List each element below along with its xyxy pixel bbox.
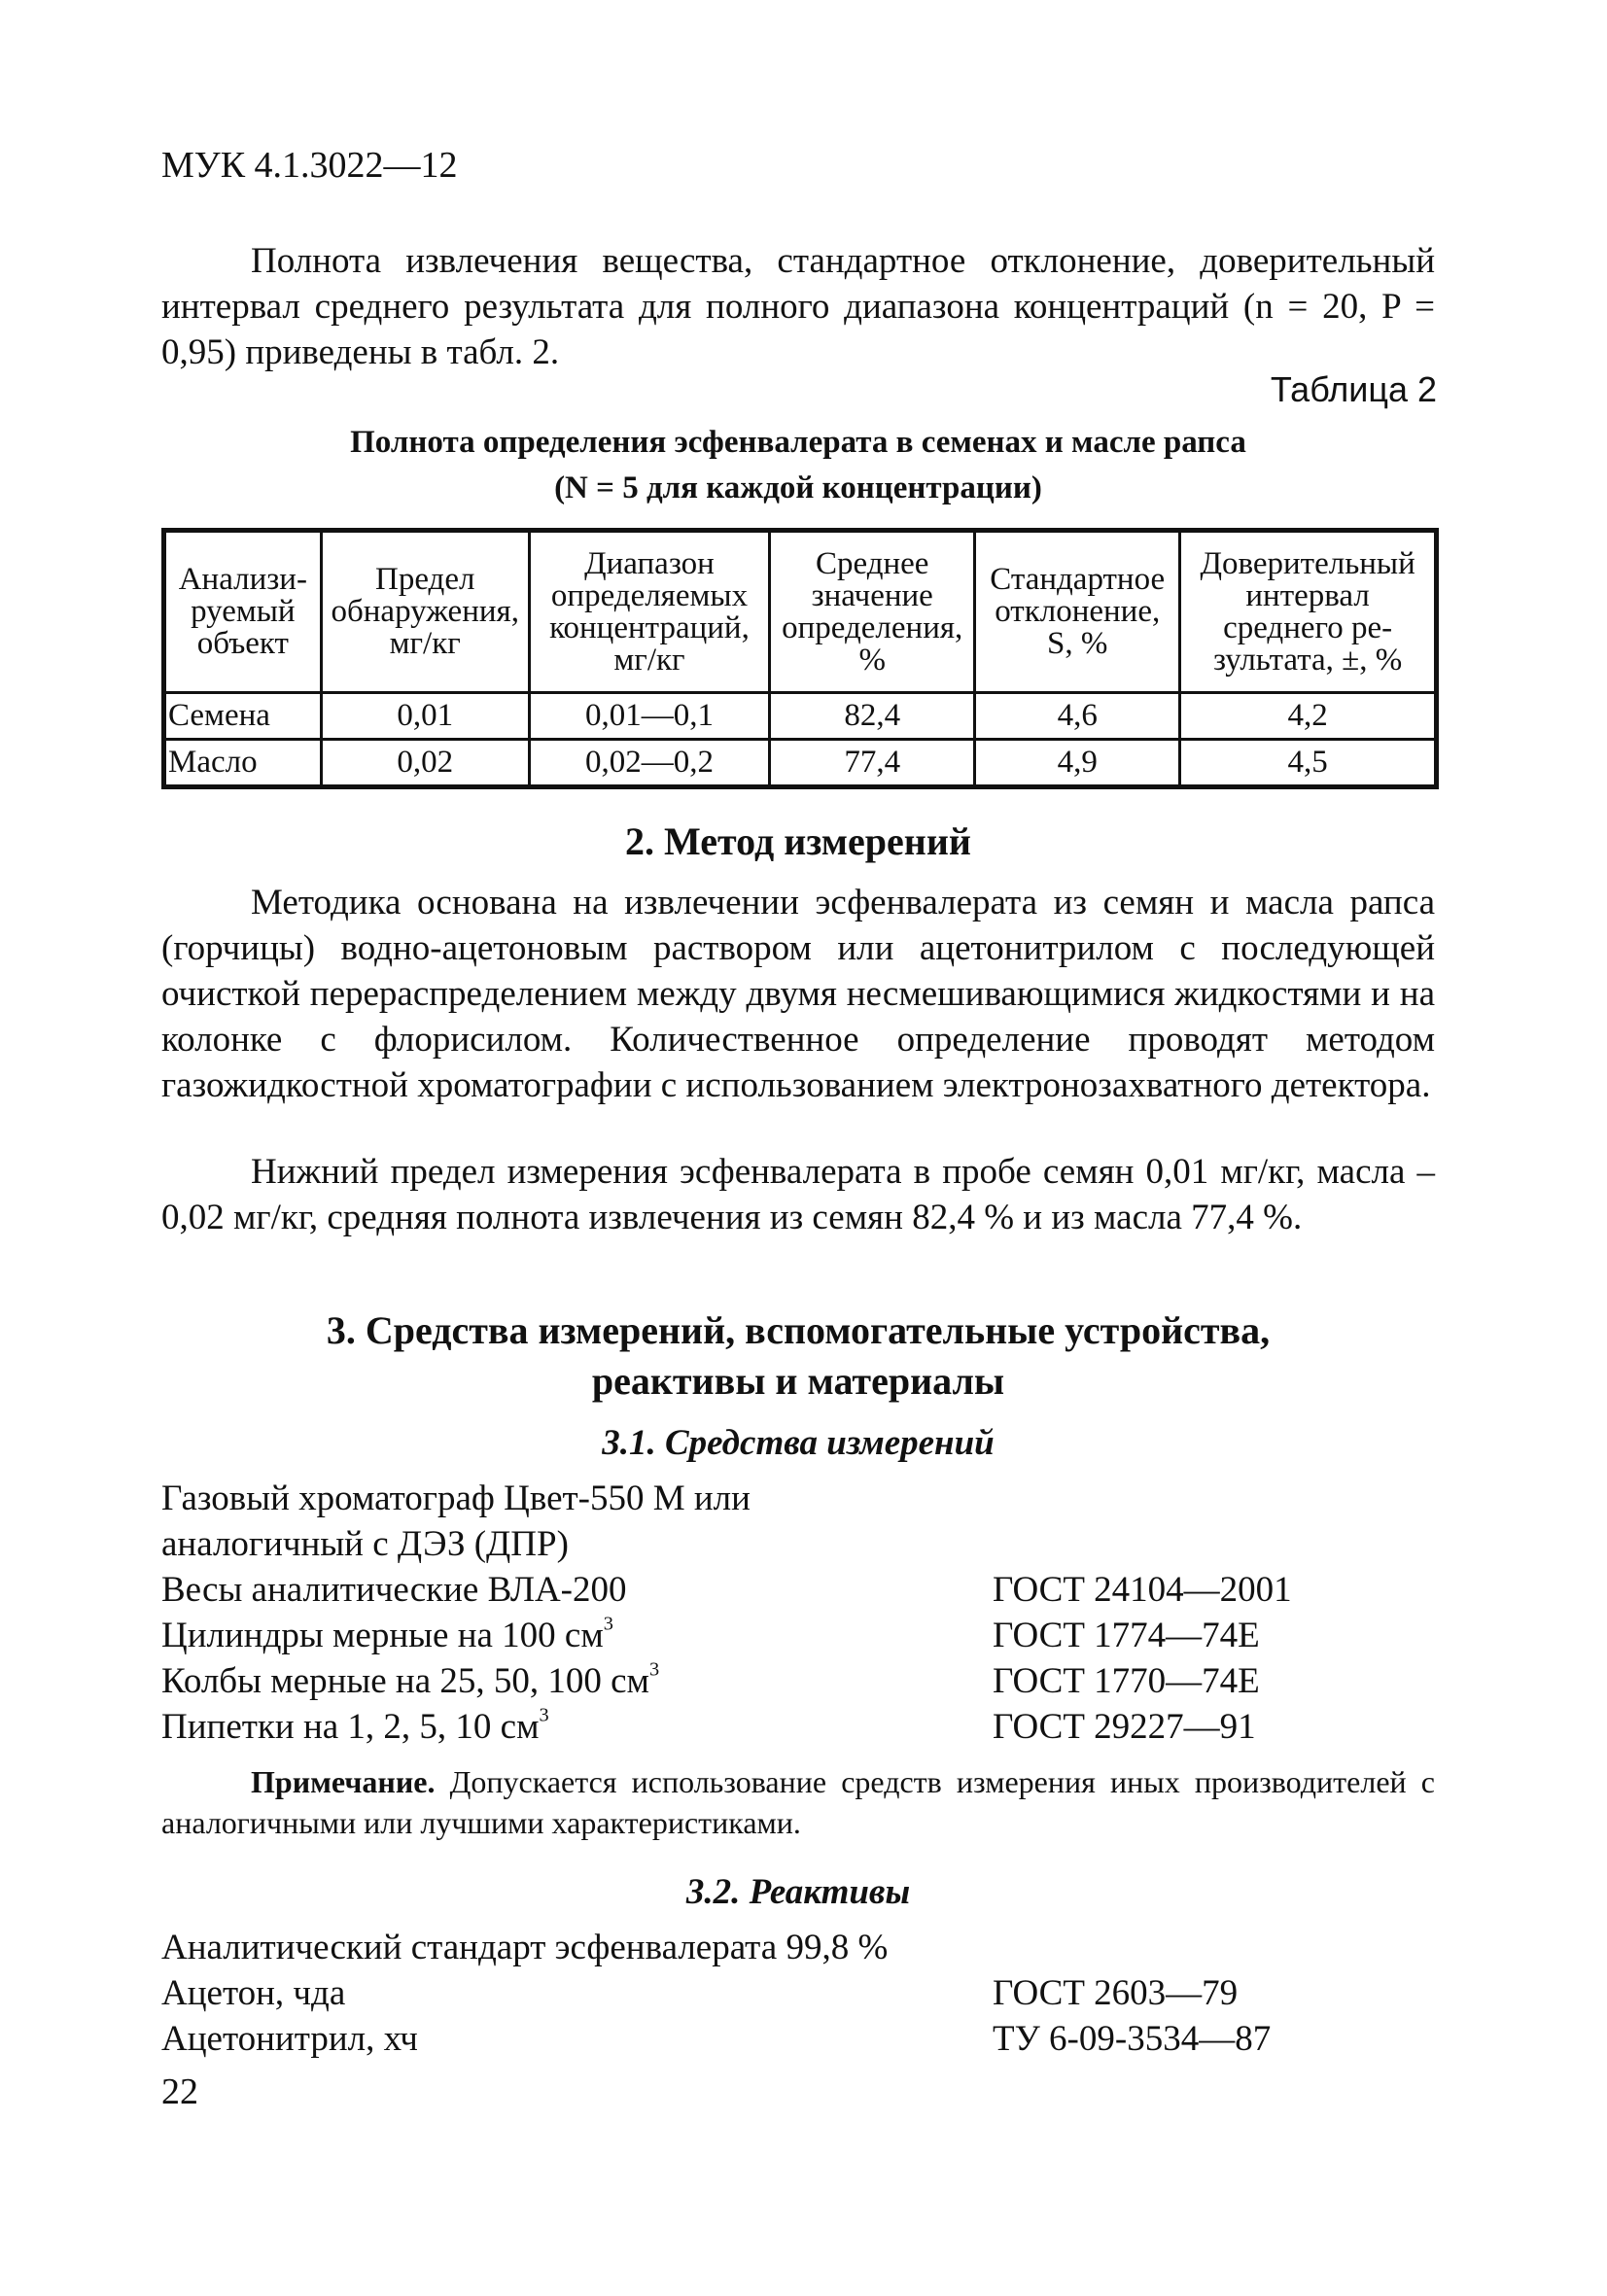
item-name: Весы аналитические ВЛА-200 — [161, 1570, 627, 1610]
intro-paragraph: Полнота извлечения вещества, стандартное отклонение, доверительный интервал среднего результата для полного диапазона концентраций (n = 20, P = 0,95) приведены в табл. 2. — [161, 241, 1435, 372]
subsection-3-1-heading: 3.1. Средства измерений — [602, 1423, 995, 1463]
table-cell: 4,9 — [975, 740, 1180, 787]
column-header: Диапазон определяемых концентраций, мг/кг — [529, 531, 769, 693]
recovery-table — [161, 528, 1439, 789]
table-row — [164, 693, 1437, 740]
item-name: Ацетон, чда — [161, 1973, 346, 2013]
table-title-line-2: (N = 5 для каждой концентрации) — [554, 470, 1042, 505]
list-item — [161, 1523, 1435, 1569]
document-code: МУК 4.1.3022—12 — [161, 145, 458, 186]
list-item — [161, 1660, 1435, 1706]
column-header: Доверительный интервал среднего результата, ±, % — [1180, 531, 1437, 693]
section-3-heading — [161, 1305, 1435, 1407]
list-item — [161, 1706, 1435, 1752]
superscript: 3 — [648, 1658, 660, 1681]
column-header: Среднее значение определения, % — [770, 531, 975, 693]
item-name: аналогичный с ДЭЗ (ДПР) — [161, 1524, 569, 1564]
item-name: Колбы мерные на 25, 50, 100 см — [161, 1661, 649, 1701]
item-standard: ГОСТ 24104—2001 — [993, 1570, 1292, 1610]
section-2-paragraph-2: Нижний предел измерения эсфенвалерата в пробе семян 0,01 мг/кг, масла – 0,02 мг/кг, средняя полнота извлечения из семян 82,4 % и из масла 77,4 %. — [161, 1152, 1435, 1237]
item-name: Цилиндры мерные на 100 см — [161, 1616, 604, 1655]
table-title-line-1: Полнота определения эсфенвалерата в семенах и масле рапса — [350, 425, 1246, 460]
table-cell: 0,02 — [321, 740, 529, 787]
page-number: 22 — [161, 2071, 198, 2112]
list-item — [161, 1615, 1435, 1660]
table-cell: 4,5 — [1180, 740, 1437, 787]
item-name: Ацетонитрил, хч — [161, 2019, 418, 2059]
list-item — [161, 1927, 1435, 1972]
table-cell: 77,4 — [770, 740, 975, 787]
column-header: Анализируемый объект — [164, 531, 322, 693]
item-name: Аналитический стандарт эсфенвалерата 99,8 % — [161, 1928, 889, 1967]
item-standard: ГОСТ 1774—74Е — [993, 1616, 1260, 1655]
column-header: Стандартное отклонение, S, % — [975, 531, 1180, 693]
item-name: Газовый хроматограф Цвет-550 М или — [161, 1478, 751, 1518]
item-name-wrap — [161, 1660, 659, 1702]
section-3-heading-line-2: реактивы и материалы — [591, 1359, 1005, 1403]
item-name: Пипетки на 1, 2, 5, 10 см — [161, 1707, 540, 1747]
list-item — [161, 1972, 1435, 2018]
subsection-3-2-heading: 3.2. Реактивы — [685, 1872, 911, 1912]
table-title — [161, 420, 1435, 511]
table-cell: 0,01—0,1 — [529, 693, 769, 740]
table-label: Таблица 2 — [1270, 369, 1437, 409]
item-name-wrap — [161, 1615, 613, 1656]
instruments-list — [161, 1478, 1435, 1752]
table-cell: Масло — [164, 740, 322, 787]
table-cell: 4,2 — [1180, 693, 1437, 740]
list-item — [161, 1569, 1435, 1615]
item-standard: ГОСТ 29227—91 — [993, 1707, 1256, 1747]
table-header-row — [164, 531, 1437, 693]
column-header: Предел обнаружения, мг/кг — [321, 531, 529, 693]
superscript: 3 — [539, 1704, 549, 1726]
table-cell: Семена — [164, 693, 322, 740]
table-cell: 0,01 — [321, 693, 529, 740]
reagents-list — [161, 1927, 1435, 2064]
superscript: 3 — [603, 1613, 613, 1635]
list-item — [161, 2018, 1435, 2064]
item-standard: ТУ 6-09-3534—87 — [993, 2019, 1272, 2059]
table-cell: 4,6 — [975, 693, 1180, 740]
note-label: Примечание. — [251, 1764, 436, 1799]
list-item — [161, 1478, 1435, 1523]
section-2-paragraph-1: Методика основана на извлечении эсфенвалерата из семян и масла рапса (горчицы) водно-ацетоновым раствором или ацетонитрилом с последующей очисткой перераспределением между двумя несмешивающимися жидкостями и на колонке с флорисилом. Количественное определение проводят методом газожидкостной хроматографии с использованием электронозахватного детектора. — [161, 883, 1435, 1105]
section-2-heading: 2. Метод измерений — [625, 819, 971, 863]
table-row — [164, 740, 1437, 787]
item-standard: ГОСТ 2603—79 — [993, 1973, 1239, 2013]
item-standard: ГОСТ 1770—74Е — [993, 1661, 1260, 1701]
table-cell: 0,02—0,2 — [529, 740, 769, 787]
item-name-wrap — [161, 1706, 549, 1748]
table-cell: 82,4 — [770, 693, 975, 740]
note — [161, 1761, 1435, 1843]
note-text: Допускается использование средств измерения иных производителей с аналогичными или лучшими характеристиками. — [161, 1764, 1435, 1840]
section-3-heading-line-1: 3. Средства измерений, вспомогательные устройства, — [326, 1308, 1271, 1352]
